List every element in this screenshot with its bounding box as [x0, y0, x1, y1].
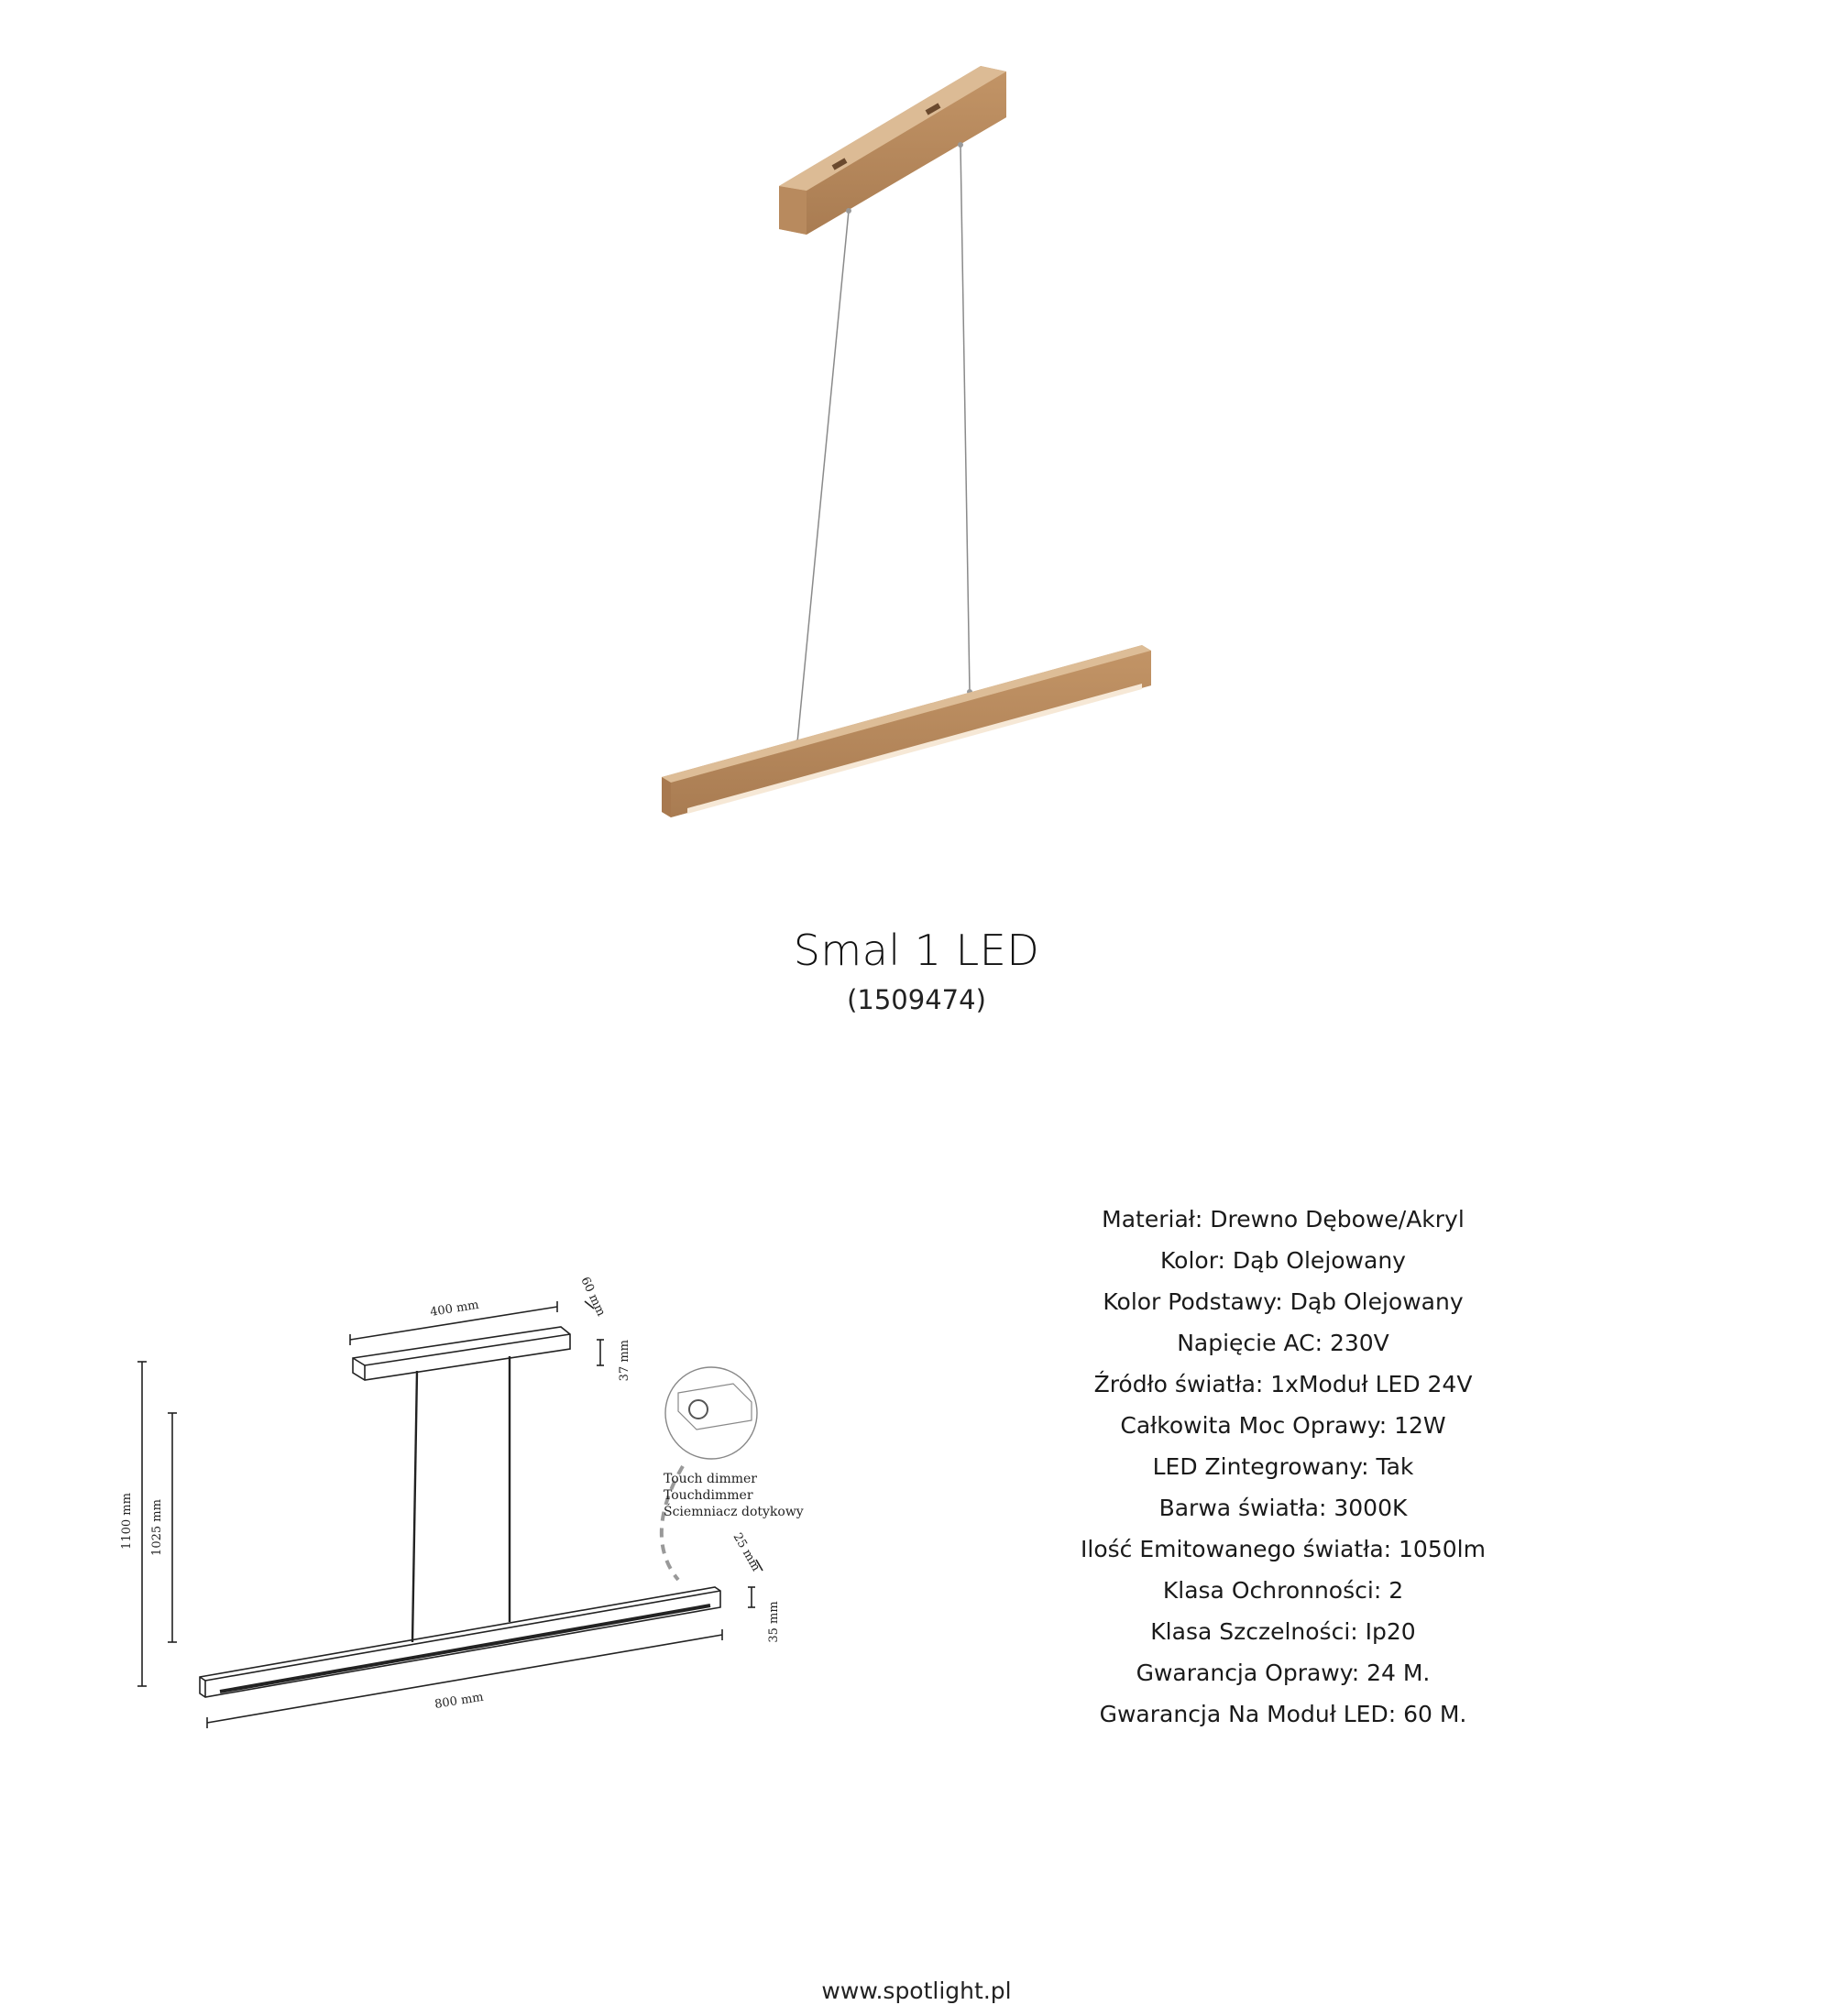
- dimmer-label-de: Touchdimmer: [664, 1488, 753, 1503]
- product-code: (1509474): [847, 984, 986, 1015]
- spec-item: Barwa światła: 3000K: [1158, 1495, 1408, 1521]
- product-title: Smal 1 LED: [793, 926, 1040, 975]
- spec-item: Gwarancja Oprawy: 24 M.: [1136, 1660, 1431, 1686]
- spec-item: Materiał: Drewno Dębowe/Akryl: [1102, 1206, 1465, 1233]
- spec-item: Ilość Emitowanego światła: 1050lm: [1081, 1536, 1486, 1562]
- light-bar: [662, 645, 1151, 817]
- product-photo: [632, 55, 1182, 843]
- dim-bar-height: 35 mm: [767, 1601, 781, 1643]
- dim-bar-width: 25 mm: [730, 1530, 763, 1574]
- drawing-cable-left: [412, 1371, 417, 1642]
- title-block: [0, 921, 1833, 1020]
- drawing-bar: [200, 1587, 720, 1697]
- dim-total-height: 1100 mm: [120, 1493, 134, 1550]
- dim-cable-height: 1025 mm: [150, 1499, 164, 1556]
- spec-item: Kolor Podstawy: Dąb Olejowany: [1103, 1288, 1464, 1315]
- ceiling-canopy: [779, 66, 1006, 235]
- drawing-labels: [120, 1275, 804, 1712]
- dim-bar-length: 800 mm: [434, 1690, 485, 1712]
- dim-canopy-length: 400 mm: [429, 1298, 480, 1320]
- spec-item: Kolor: Dąb Olejowany: [1160, 1247, 1406, 1274]
- spec-item: LED Zintegrowany: Tak: [1152, 1453, 1414, 1480]
- technical-drawing: [110, 1255, 843, 1769]
- footer-url[interactable]: www.spotlight.pl: [821, 1978, 1012, 2004]
- spec-item: Całkowita Moc Oprawy: 12W: [1120, 1412, 1446, 1439]
- spec-list: [1045, 1199, 1521, 1735]
- dimmer-label-en: Touch dimmer: [664, 1472, 757, 1486]
- dimmer-label-pl: Ściemniacz dotykowy: [664, 1505, 804, 1519]
- spec-item: Źródło światła: 1xModuł LED 24V: [1093, 1371, 1473, 1397]
- drawing-canopy: [353, 1327, 570, 1380]
- spec-item: Klasa Ochronności: 2: [1162, 1577, 1404, 1604]
- dim-canopy-width: 60 mm: [577, 1275, 609, 1319]
- spec-item: Klasa Szczelności: Ip20: [1150, 1618, 1416, 1645]
- spec-item: Napięcie AC: 230V: [1177, 1330, 1389, 1356]
- dim-canopy-height: 37 mm: [618, 1340, 631, 1382]
- spec-item: Gwarancja Na Moduł LED: 60 M.: [1099, 1701, 1467, 1727]
- suspension-cables: [795, 142, 972, 745]
